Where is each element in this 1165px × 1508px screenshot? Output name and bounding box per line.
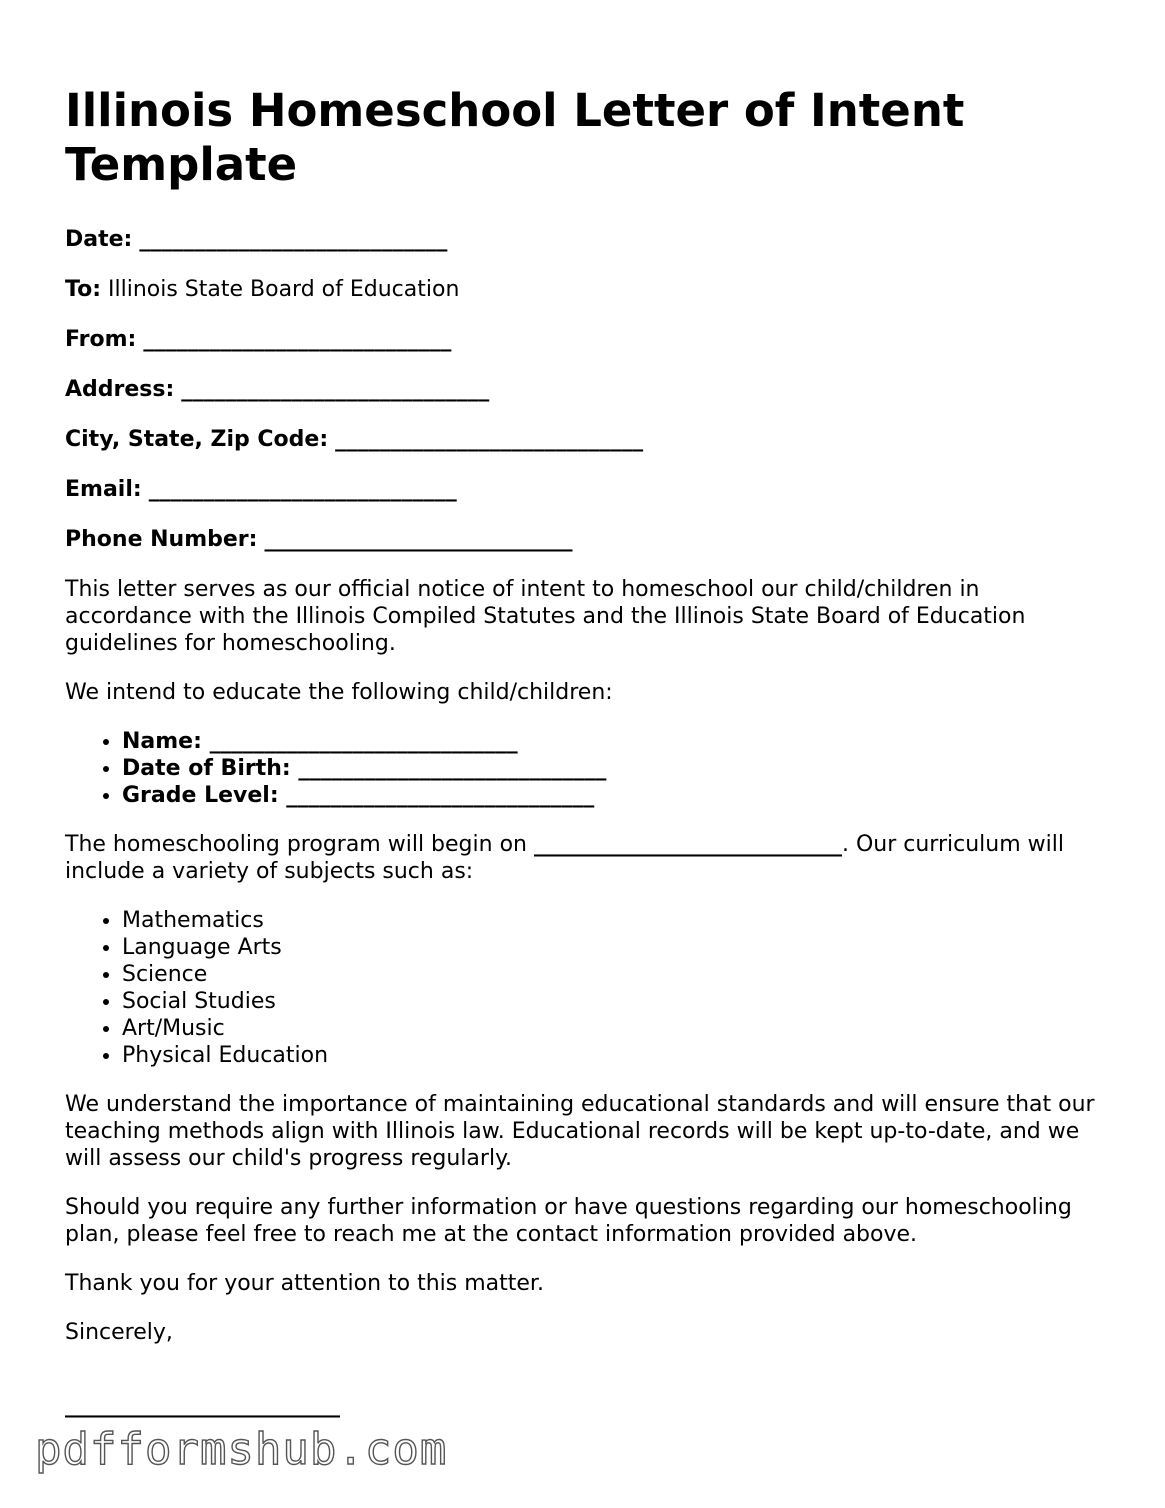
address-label: Address: <box>65 377 175 402</box>
program-begin-text: The homeschooling program will begin on <box>65 832 527 857</box>
intro-paragraph: This letter serves as our official notice of intent to homeschool our child/children in accordance with the Illinois Compiled Statutes and the Illinois State Board of Education guidelines for homeschooling. <box>65 577 1026 656</box>
child-info-list <box>65 728 1100 809</box>
from-blank[interactable]: ____________________________ <box>143 327 452 352</box>
closing-text: Sincerely, <box>65 1320 173 1345</box>
child-grade-blank[interactable]: ____________________________ <box>286 783 595 808</box>
document-page <box>65 84 1100 1368</box>
city-state-zip-label: City, State, Zip Code: <box>65 427 329 452</box>
program-curriculum-text: . Our curriculum will include a variety of subjects such as: <box>65 832 1064 884</box>
child-name-blank[interactable]: ____________________________ <box>209 729 518 754</box>
phone-blank[interactable]: ____________________________ <box>264 527 573 552</box>
from-label: From: <box>65 327 137 352</box>
date-label: Date: <box>65 227 133 252</box>
list-item <box>122 755 1100 782</box>
program-start-blank[interactable]: ____________________________ <box>533 832 842 857</box>
city-state-zip-field <box>65 426 1100 454</box>
subjects-list <box>65 907 1100 1069</box>
watermark: pdfformshub.com <box>35 1424 448 1475</box>
to-value: Illinois State Board of Education <box>108 277 460 302</box>
list-item: • Science <box>122 961 1100 988</box>
address-field <box>65 376 1100 404</box>
standards-paragraph: We understand the importance of maintaining educational standards and will ensure that our teaching methods align with Illinois law. Educational records will be kept up-to-date, and we will assess our child's progress regularly. <box>65 1092 1095 1171</box>
child-dob-label: Date of Birth: <box>122 756 291 781</box>
from-field <box>65 326 1100 354</box>
date-blank[interactable]: ____________________________ <box>139 227 448 252</box>
phone-label: Phone Number: <box>65 527 258 552</box>
to-field <box>65 276 1100 304</box>
email-blank[interactable]: ____________________________ <box>148 477 457 502</box>
contact-paragraph: Should you require any further information or have questions regarding our homeschooling plan, please feel free to reach me at the contact information provided above. <box>65 1195 1072 1247</box>
program-paragraph <box>65 831 1100 885</box>
list-item: • Language Arts <box>122 934 1100 961</box>
list-item: • Physical Education <box>122 1042 1100 1069</box>
list-item <box>122 728 1100 755</box>
thanks-paragraph: Thank you for your attention to this matter. <box>65 1271 544 1296</box>
signature-line[interactable]: _________________________ <box>65 1393 340 1418</box>
child-grade-label: Grade Level: <box>122 783 279 808</box>
email-label: Email: <box>65 477 142 502</box>
address-blank[interactable]: ____________________________ <box>181 377 490 402</box>
children-intro: We intend to educate the following child/children: <box>65 680 613 705</box>
phone-field <box>65 526 1100 554</box>
list-item: • Art/Music <box>122 1015 1100 1042</box>
city-state-zip-blank[interactable]: ____________________________ <box>335 427 644 452</box>
page-title: Illinois Homeschool Letter of Intent Template <box>65 84 965 191</box>
list-item: • Social Studies <box>122 988 1100 1015</box>
list-item <box>122 782 1100 809</box>
date-field <box>65 226 1100 254</box>
child-dob-blank[interactable]: ____________________________ <box>298 756 607 781</box>
email-field <box>65 476 1100 504</box>
list-item: • Mathematics <box>122 907 1100 934</box>
child-name-label: Name: <box>122 729 202 754</box>
to-label: To: <box>65 277 101 302</box>
